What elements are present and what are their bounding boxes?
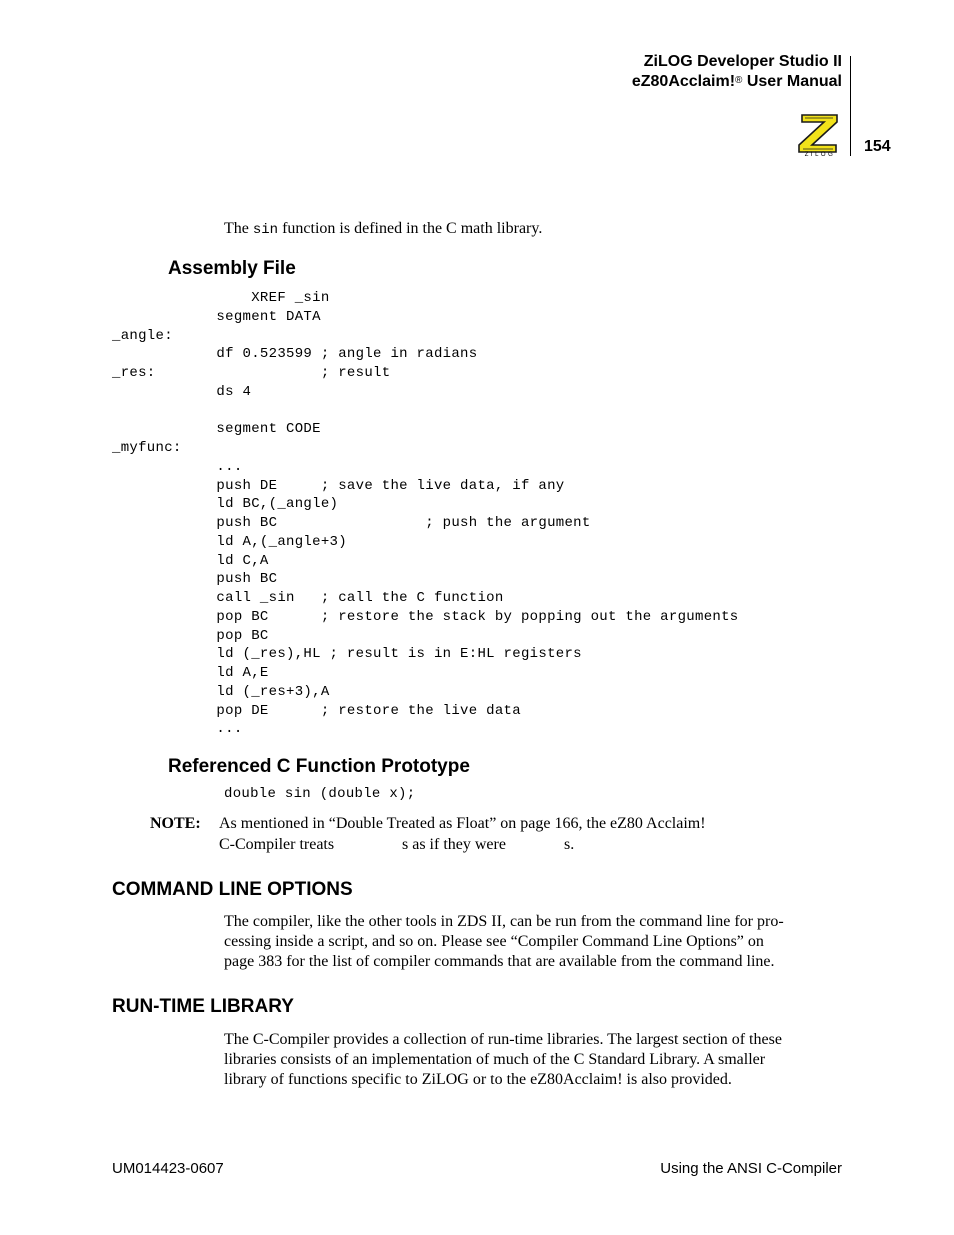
command-line-options-heading: COMMAND LINE OPTIONS (112, 879, 353, 900)
logo-wordmark: ZILOG (804, 152, 836, 158)
run-time-library-paragraph (224, 1030, 834, 1090)
code-line: push BC ; push the argument (112, 515, 591, 531)
intro-text-post: function is defined in the C math library. (278, 220, 543, 237)
header-title-line2 (632, 72, 842, 92)
code-line: ... (112, 458, 243, 475)
code-line: _angle: (112, 327, 173, 344)
prototype-code: double sin (double x); (224, 786, 416, 802)
code-line: push DE ; save the live data, if any (112, 477, 565, 494)
code-line: ld BC,(_angle) (112, 496, 339, 513)
registered-mark: ® (735, 75, 743, 86)
code-line: ld (_res),HL ; result is in E:HL registers (112, 646, 582, 663)
page-number: 154 (864, 138, 891, 155)
code-line (112, 402, 739, 421)
header-product-name: eZ80Acclaim! (631, 73, 736, 90)
intro-paragraph (224, 219, 542, 240)
code-line: ld A,E (112, 665, 269, 681)
note-line-2-part-b: s as if they were (402, 836, 506, 853)
note-line-2-part-a: C-Compiler treats (219, 836, 335, 853)
code-line: pop BC (112, 627, 269, 644)
command-line-paragraph (224, 912, 834, 972)
code-line: ld (_res+3),A (112, 683, 330, 700)
footer-document-id: UM014423-0607 (112, 1160, 224, 1177)
prototype-heading: Referenced C Function Prototype (168, 756, 470, 777)
code-line: ... (112, 721, 243, 738)
code-line: _myfunc: (112, 440, 182, 456)
code-line: ld C,A (112, 552, 269, 569)
code-line: ld A,(_angle+3) (112, 533, 347, 550)
paragraph-line: library of functions specific to ZiLOG or to the eZ80Acclaim! is also provided. (224, 1071, 732, 1088)
note-line-2 (219, 835, 639, 855)
intro-text-pre: The (224, 220, 253, 237)
paragraph-line: libraries consists of an implementation of much of the C Standard Library. A smaller (224, 1051, 766, 1068)
paragraph-line: The compiler, like the other tools in ZDS II, can be run from the command line for pro- (224, 913, 784, 930)
code-line: segment CODE (112, 421, 321, 438)
assembly-file-heading: Assembly File (168, 258, 296, 279)
paragraph-line: page 383 for the list of compiler commands that are available from the command line. (224, 953, 775, 970)
code-line: call _sin ; call the C function (112, 590, 504, 606)
note-line-2-part-c: s. (564, 836, 575, 853)
zilog-logo (795, 112, 843, 162)
code-line: segment DATA (112, 308, 321, 325)
assembly-code-block (112, 289, 739, 739)
header-divider (850, 56, 851, 156)
note-label: NOTE: (150, 815, 201, 832)
header-manual-name: User Manual (742, 73, 842, 90)
code-line: XREF _sin (112, 290, 330, 306)
run-time-library-heading: RUN-TIME LIBRARY (112, 996, 294, 1017)
inline-code-sin: sin (252, 222, 279, 238)
footer-section-title: Using the ANSI C-Compiler (660, 1160, 842, 1177)
code-line: _res: ; result (112, 365, 391, 381)
code-line: pop BC ; restore the stack by popping out the arguments (112, 608, 739, 625)
code-line: push BC (112, 571, 278, 588)
paragraph-line: cessing inside a script, and so on. Please see “Compiler Command Line Options” on (224, 933, 764, 950)
paragraph-line: The C-Compiler provides a collection of run-time libraries. The largest section of these (224, 1031, 782, 1048)
code-line: pop DE ; restore the live data (112, 702, 521, 719)
note-line-1: As mentioned in “Double Treated as Float” on page 166, the eZ80 Acclaim! (219, 815, 706, 832)
header-title-line1: ZiLOG Developer Studio II (643, 53, 842, 70)
code-line: ds 4 (112, 383, 252, 400)
code-line: df 0.523599 ; angle in radians (112, 346, 478, 363)
